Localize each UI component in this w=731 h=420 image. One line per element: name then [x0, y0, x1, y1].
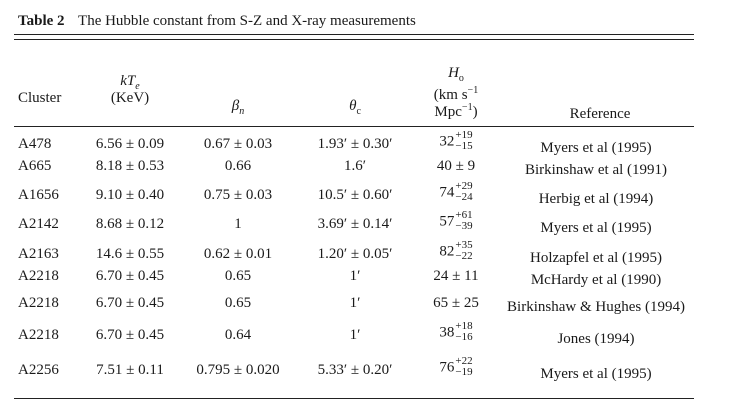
cell-reference: McHardy et al (1990)	[530, 272, 662, 288]
cell-reference: Myers et al (1995)	[540, 220, 652, 236]
cell-kte: 6.56 ± 0.09	[95, 136, 165, 152]
cell-cluster: A2142	[18, 216, 59, 232]
cell-kte: 14.6 ± 0.55	[95, 246, 165, 262]
top-rule-second	[14, 39, 694, 40]
header-h0-unit2: Mpc$^{-1}$)	[434, 102, 478, 120]
header-beta: $\beta_n$	[231, 98, 245, 117]
cell-reference: Myers et al (1995)	[540, 366, 652, 382]
cell-cluster: A2218	[18, 295, 59, 311]
cell-beta: 0.795 ± 0.020	[196, 362, 280, 378]
cell-kte: 6.70 ± 0.45	[95, 268, 165, 284]
cell-theta: 1′	[349, 295, 361, 311]
cell-reference: Birkinshaw & Hughes (1994)	[507, 299, 685, 315]
cell-cluster: A1656	[18, 187, 59, 203]
cell-kte: 6.70 ± 0.45	[95, 327, 165, 343]
cell-reference: Myers et al (1995)	[540, 140, 652, 156]
cell-cluster: A2256	[18, 362, 59, 378]
cell-beta: 0.62 ± 0.01	[203, 246, 273, 262]
header-h0: $H_o$	[448, 65, 464, 84]
table-label: Table 2	[18, 13, 65, 29]
cell-cluster: A2163	[18, 246, 59, 262]
header-kte: $kT_e$	[120, 73, 140, 92]
cell-h0: 82 +35 −22	[439, 239, 473, 262]
cell-reference: Jones (1994)	[557, 331, 635, 347]
cell-h0: 65 ± 25	[433, 295, 479, 311]
cell-reference: Herbig et al (1994)	[538, 191, 654, 207]
bottom-rule	[14, 398, 694, 399]
cell-kte: 7.51 ± 0.11	[96, 362, 164, 378]
cell-theta: 1′	[349, 268, 361, 284]
cell-beta: 0.64	[224, 327, 252, 343]
header-theta: $\theta_c$	[349, 98, 361, 117]
cell-cluster: A665	[18, 158, 52, 174]
cell-reference: Holzapfel et al (1995)	[529, 250, 663, 266]
cell-h0: 74 +29 −24	[439, 180, 473, 203]
cell-beta: 0.65	[224, 295, 252, 311]
cell-theta: 1.20′ ± 0.05′	[317, 246, 393, 262]
header-reference: Reference	[569, 106, 631, 122]
top-rule	[14, 34, 694, 35]
cell-kte: 8.18 ± 0.53	[95, 158, 165, 174]
cell-cluster: A2218	[18, 327, 59, 343]
cell-theta: 3.69′ ± 0.14′	[317, 216, 393, 232]
cell-theta: 1′	[349, 327, 361, 343]
cell-beta: 0.67 ± 0.03	[203, 136, 273, 152]
cell-reference: Birkinshaw et al (1991)	[524, 162, 668, 178]
header-rule	[14, 126, 694, 127]
header-kte-unit: (KeV)	[110, 90, 150, 106]
cell-cluster: A2218	[18, 268, 59, 284]
table-caption	[18, 13, 416, 30]
header-cluster: Cluster	[18, 90, 62, 106]
cell-h0: 40 ± 9	[436, 158, 476, 174]
cell-kte: 9.10 ± 0.40	[95, 187, 165, 203]
cell-kte: 8.68 ± 0.12	[95, 216, 165, 232]
cell-beta: 0.75 ± 0.03	[203, 187, 273, 203]
cell-kte: 6.70 ± 0.45	[95, 295, 165, 311]
cell-beta: 0.66	[224, 158, 252, 174]
cell-h0: 32 +19 −15	[439, 129, 473, 152]
header-h0-unit1: (km $s^{-1}$	[433, 85, 479, 103]
cell-theta: 1.6′	[343, 158, 367, 174]
cell-h0: 76 +22 −19	[439, 355, 473, 378]
cell-h0: 57 +61 −39	[439, 209, 473, 232]
cell-h0: 38 +18 −16	[439, 320, 473, 343]
cell-theta: 10.5′ ± 0.60′	[317, 187, 393, 203]
cell-theta: 5.33′ ± 0.20′	[317, 362, 393, 378]
cell-theta: 1.93′ ± 0.30′	[317, 136, 393, 152]
cell-beta: 0.65	[224, 268, 252, 284]
cell-beta: 1	[234, 216, 242, 232]
cell-cluster: A478	[18, 136, 52, 152]
cell-h0: 24 ± 11	[433, 268, 479, 284]
table-title: The Hubble constant from S-Z and X-ray measurements	[78, 13, 416, 29]
